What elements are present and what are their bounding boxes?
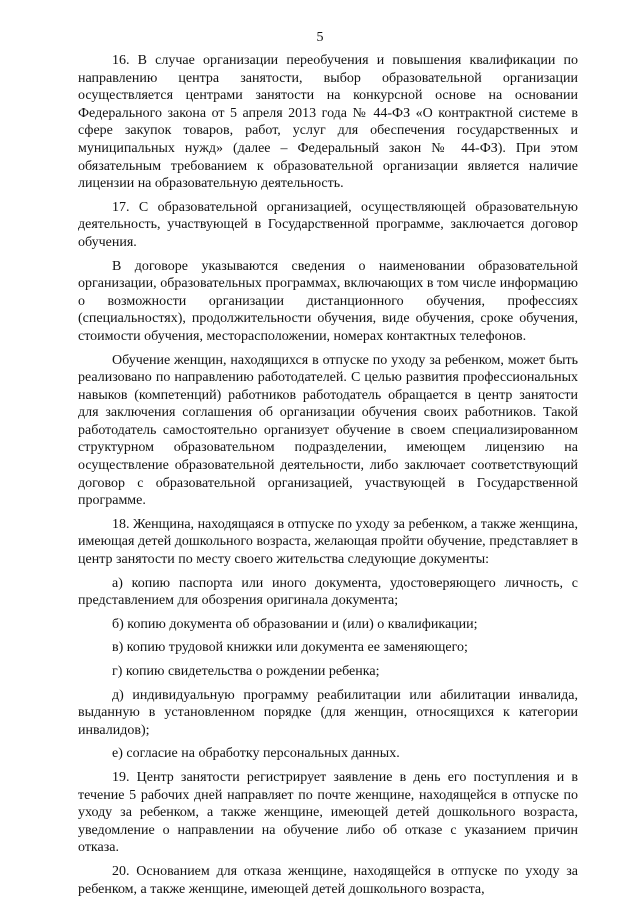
paragraph-employer-training: Обучение женщин, находящихся в отпуске по уходу за ребенком, может быть реализовано по направлению работодателей. С целью развития профессиональных навыков (компетенций) работников работодатель обращается в центр занятости для заключения соглашения об организации обучения своих работников. Такой работодатель самостоятельно организует обучение в своем специализированном структурном образовательном подразделении, имеющем лицензию на осуществление образовательной деятельности, либо заключает соответствующий договор с образовательной организацией, участвующей в Государственной программе. bbox=[78, 352, 578, 509]
list-item-a: а) копию паспорта или иного документа, удостоверяющего личность, с представлением для обозрения оригинала документа; bbox=[78, 575, 578, 609]
page-number: 5 bbox=[316, 30, 324, 45]
paragraph-16: 16. В случае организации переобучения и повышения квалификации по направлению центра занятости, выбор образовательной организации осуществляется центрами занятости на конкурсной основе на основании Федерального закона от 5 апреля 2013 года № 44-ФЗ «О контрактной системе в сфере закупок товаров, работ, услуг для обеспечения государственных и муниципальных нужд» (далее – Федеральный закон № 44-ФЗ). При этом обязательным требованием к образовательной организации является наличие лицензии на образовательную деятельность. bbox=[78, 53, 578, 192]
paragraph-18: 18. Женщина, находящаяся в отпуске по уходу за ребенком, а также женщина, имеющая детей дошкольного возраста, желающая пройти обучение, представляет в центр занятости по месту своего жительства следующие документы: bbox=[78, 516, 578, 568]
paragraph-17: 17. С образовательной организацией, осуществляющей образовательную деятельность, участвующей в Государственной программе, заключается договор обучения. bbox=[78, 199, 578, 250]
list-item-d: д) индивидуальную программу реабилитации или абилитации инвалида, выданную в установленном порядке (для женщин, относящихся к категории инвалидов); bbox=[78, 687, 578, 738]
paragraph-contract-details: В договоре указываются сведения о наименовании образовательной организации, образовательных программах, включающих в том числе информацию о возможности организации дистанционного обучения, профессиях (специальностях), продолжительности обучения, виде обучения, сроке обучения, стоимости обучения, месторасположении, номерах контактных телефонов. bbox=[78, 258, 578, 344]
list-item-g: г) копию свидетельства о рождении ребенка; bbox=[112, 664, 380, 679]
list-item-v: в) копию трудовой книжки или документа ее заменяющего; bbox=[112, 640, 468, 656]
paragraph-20: 20. Основанием для отказа женщине, находящейся в отпуске по уходу за ребенком, а также женщине, имеющей детей дошкольного возраста, bbox=[78, 863, 578, 897]
paragraph-19: 19. Центр занятости регистрирует заявление в день его поступления и в течение 5 рабочих дней направляет по почте женщине, находящейся в отпуске по уходу за ребенком, а также женщине, имеющей детей дошкольного возраста, уведомление о направлении на обучение либо об отказе с указанием причин отказа. bbox=[78, 769, 578, 856]
list-item-e: е) согласие на обработку персональных данных. bbox=[112, 746, 400, 762]
document-body bbox=[78, 52, 578, 900]
list-item-b: б) копию документа об образовании и (или) о квалификации; bbox=[112, 616, 478, 632]
